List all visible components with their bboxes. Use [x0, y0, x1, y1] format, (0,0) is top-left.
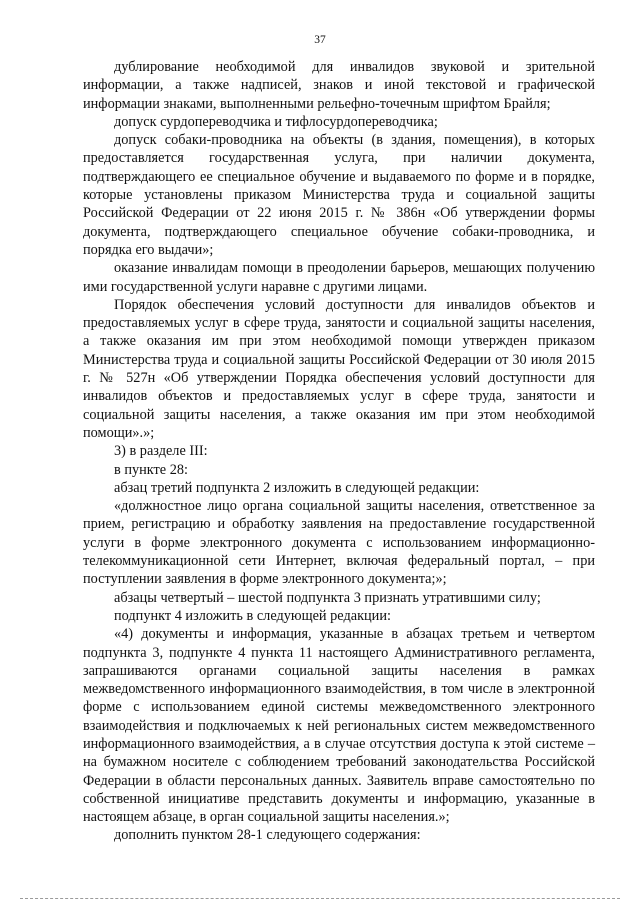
bottom-divider	[20, 898, 620, 899]
paragraph-braille-duplication	[83, 58, 595, 113]
paragraph-official-responsible: «должностное лицо органа социальной защиты населения, ответственное за прием, регистрацию и обработку заявления на предоставление государственной услуги в форме электронного документа с использованием информационно-телекоммуникационной сети Интернет, включая федеральный портал, – при поступлении заявления в форме электронного документа;»;	[83, 498, 595, 588]
paragraph-section-iii: 3) в разделе III:	[114, 443, 208, 460]
paragraph-text: информации, а также надписей, знаков и иной текстовой и графической информации знаками, выполненными рельефно-точечным шрифтом Брайля;	[83, 77, 595, 112]
paragraph-subitem-4-edit: подпункт 4 изложить в следующей редакции:	[114, 607, 391, 624]
paragraph-subitem-2-edit: абзац третий подпункта 2 изложить в следующей редакции:	[114, 479, 480, 496]
paragraph-assistance: оказание инвалидам помощи в преодолении барьеров, мешающих получению ими государственной услуги наравне с другими лицами.	[83, 260, 595, 295]
page-number: 37	[314, 34, 326, 46]
paragraph-interagency-request: «4) документы и информация, указанные в абзацах третьем и четвертом подпункта 3, подпункте 4 пункта 11 настоящего Административного регламента, запрашиваются органами социальной защиты населения в рамках межведомственного информационного взаимодействия, в том числе в электронной форме с использованием единой системы межведомственного электронного взаимодействия и подключаемых к ней региональных систем межведомственного информационного взаимодействия, а в случае отсутствия доступа к этой системе – на бумажном носителе с соблюдением требований законодательства Российской Федерации в области персональных данных. Заявитель вправе самостоятельно по собственной инициативе представить документы и информацию, указанные в настоящем абзаце, в орган социальной защиты населения.»;	[83, 626, 595, 826]
paragraph-lead: дублирование необходимой для инвалидов звуковой и зрительной	[114, 59, 595, 75]
paragraph-add-item-28-1: дополнить пунктом 28-1 следующего содержания:	[114, 827, 421, 844]
paragraph-item-28: в пункте 28:	[114, 461, 188, 478]
document-body	[83, 58, 595, 845]
paragraph-repeal: абзацы четвертый – шестой подпункта 3 признать утратившими силу;	[114, 589, 541, 606]
paragraph-accessibility-order: Порядок обеспечения условий доступности для инвалидов объектов и предоставляемых услуг в сфере труда, занятости и социальной защиты населения, а также оказания им при этом необходимой помощи утвержден приказом Министерства труда и социальной защиты Российской Федерации от 30 июля 2015 г. № 527н «Об утверждении Порядка обеспечения условий доступности для инвалидов объектов и предоставляемых услуг в сфере труда, занятости и социальной защиты населения, а также оказания им при этом необходимой помощи».»;	[83, 296, 595, 441]
paragraph-guide-dog: допуск собаки-проводника на объекты (в здания, помещения), в которых предоставляется государственная услуга, при наличии документа, подтверждающего ее специальное обучение и выдаваемого по форме и в порядке, которые установлены приказом Министерства труда и социальной защиты Российской Федерации от 22 июня 2015 г. № 386н «Об утверждении формы документа, подтверждающего специальное обучение собаки-проводника, и порядка его выдачи»;	[83, 132, 595, 258]
paragraph-sign-interpreter: допуск сурдопереводчика и тифлосурдопереводчика;	[114, 113, 438, 130]
